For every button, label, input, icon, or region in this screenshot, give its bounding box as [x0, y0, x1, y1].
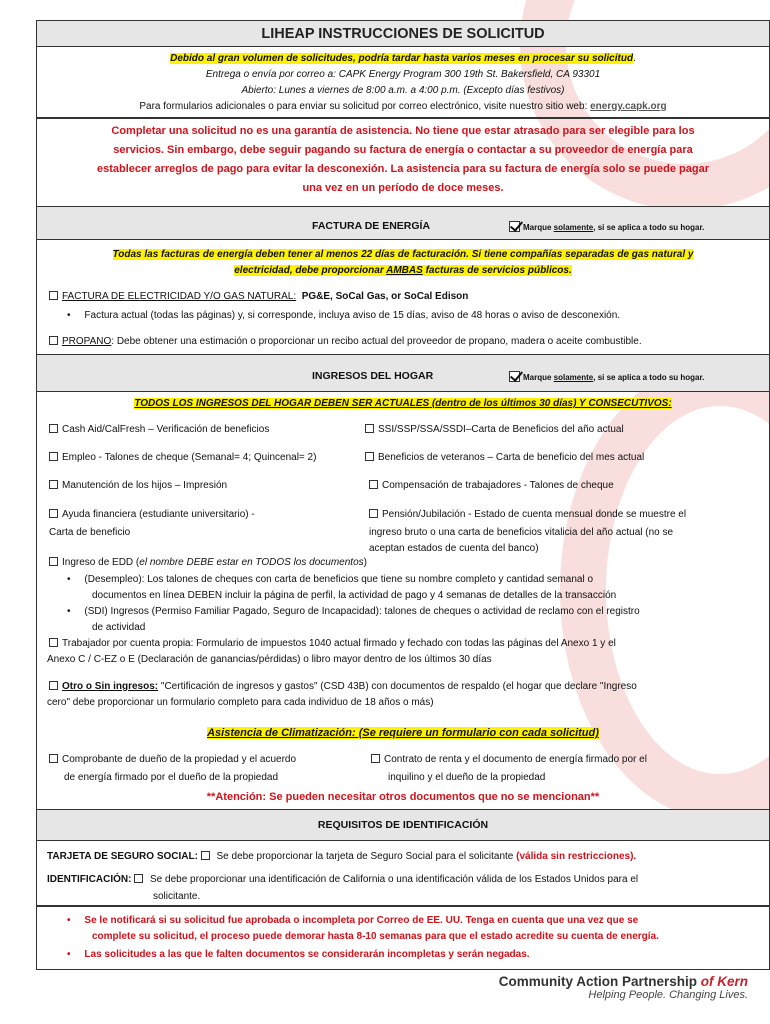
income-pension-cont-1: ingreso bruto o una carta de beneficios vitalicia del año actual (no se [369, 527, 674, 538]
income-check[interactable] [509, 371, 520, 382]
income-veterans [365, 452, 644, 463]
id-checkbox[interactable] [134, 874, 143, 883]
weather-owner-text: Comprobante de dueño de la propiedad y el acuerdo [62, 754, 297, 765]
edd-bullet-1: • (Desempleo): Los talones de cheques con carta de beneficios que tiene su nombre completo y cantidad semanal o [67, 574, 594, 585]
checkbox[interactable] [49, 681, 58, 690]
website-link[interactable]: energy.capk.org [590, 101, 667, 112]
income-financial-aid-cont: Carta de beneficio [49, 527, 131, 538]
income-financial-aid-label: Ayuda financiera (estudiante universitario) - [62, 509, 255, 520]
divider [37, 117, 769, 119]
notification-bullet: • Se le notificará si su solicitud fue aprobada o incompleta por Correo de EE. UU. Tenga en cuenta que una vez que se [67, 915, 639, 926]
income-self-employed [49, 638, 616, 649]
ssn-label: TARJETA DE SEGURO SOCIAL: [47, 851, 198, 862]
income-employment [49, 452, 316, 463]
income-note-must: DEBEN SER ACTUALES [314, 398, 430, 409]
checkbox[interactable] [369, 509, 378, 518]
checkbox[interactable] [49, 638, 58, 647]
energy-bill-check[interactable] [509, 221, 520, 232]
logo-of-kern: of Kern [700, 974, 748, 989]
edd-pre: Ingreso de EDD ( [62, 557, 140, 568]
mark-pre: Marque [523, 373, 554, 382]
propane-label: PROPANO [62, 336, 112, 347]
income-self-employed-cont: Anexo C / C-EZ o E (Declaración de ganancias/pérdidas) o libro mayor dentro de los últimos 30 días [47, 654, 492, 665]
mail-address: Entrega o envía por correo a: CAPK Energy Program 300 19th St. Bakersfield, CA 93301 [205, 69, 601, 80]
income-note-post: (dentro de los últimos 30 días) Y CONSECUTIVOS: [429, 398, 672, 409]
weather-renter-cont: inquilino y el dueño de la propiedad [388, 772, 546, 783]
capk-logo [499, 974, 748, 1001]
instructions-form [36, 20, 770, 970]
edd-post: ) [363, 557, 367, 568]
website-line-text: Para formularios adicionales o para enviar su solicitud por correo electrónico, visite nuestro sitio web: [139, 101, 591, 112]
weather-renter-text: Contrato de renta y el documento de energía firmado por el [384, 754, 647, 765]
energy-bill-title: FACTURA DE ENERGÍA [312, 220, 431, 232]
attention-note: **Atención: Se pueden necesitar otros documentos que no se mencionan** [206, 791, 600, 803]
logo-tagline: Helping People. Changing Lives. [588, 989, 748, 1001]
id-label: IDENTIFICACIÓN: [47, 874, 132, 885]
warning-line-2: servicios. Sin embargo, debe seguir pagando su factura de energía o contactar a su proveedor de energía para [113, 144, 693, 156]
warning-line-1: Completar una solicitud no es una garantía de asistencia. No tiene que estar atrasado para ser elegible para los [111, 125, 695, 137]
mark-only: solamente [553, 373, 594, 382]
logo-main-text: Community Action Partnership [498, 974, 701, 989]
edd-bullet-2-text: (SDI) Ingresos (Permiso Familiar Pagado, Seguro de Incapacidad): talones de cheques o actividad de reclamo con el registro [84, 606, 640, 617]
income-edd [49, 557, 367, 568]
warning-line-4: una vez en un período de doce meses. [302, 182, 504, 194]
logo-wordmark [499, 974, 748, 989]
mark-post: , si se aplica a todo su hogar. [593, 223, 705, 232]
weather-renter [371, 754, 647, 765]
income-header [37, 354, 769, 392]
checkbox[interactable] [365, 424, 374, 433]
id-title: REQUISITOS DE IDENTIFICACIÓN [317, 819, 489, 831]
income-ssi [365, 424, 624, 435]
income-veterans-label: Beneficios de veteranos – Carta de beneficio del mes actual [378, 452, 645, 463]
electric-companies: PG&E, SoCal Gas, or SoCal Edison [301, 291, 469, 302]
propane-item [49, 336, 642, 347]
ssn-requirement [47, 851, 636, 862]
electric-bill-bullet-text: Factura actual (todas las páginas) y, si corresponde, incluya aviso de 15 días, aviso de 48 horas o aviso de desconexión. [84, 310, 621, 321]
edd-bullet-1-text: (Desempleo): Los talones de cheques con carta de beneficios que tiene su nombre completo y cantidad semanal o [84, 574, 594, 585]
income-pension [369, 509, 686, 520]
mark-pre: Marque [523, 223, 554, 232]
propane-checkbox[interactable] [49, 336, 58, 345]
energy-note-line-1 [37, 249, 769, 260]
income-note-pre: TODOS LOS INGRESOS DEL HOGAR [134, 398, 314, 409]
electric-bill-checkbox[interactable] [49, 291, 58, 300]
checkbox[interactable] [369, 480, 378, 489]
self-employed-text: Trabajador por cuenta propia: Formulario de impuestos 1040 actual firmado y fechado con todas las páginas del Anexo 1 y el [62, 638, 616, 649]
income-financial-aid [49, 509, 255, 520]
income-note [37, 398, 769, 409]
processing-notice [37, 53, 769, 64]
income-workers-comp [369, 480, 614, 491]
energy-bill-header [37, 206, 769, 240]
checkbox[interactable] [371, 754, 380, 763]
office-hours: Abierto: Lunes a viernes de 8:00 a.m. a 4:00 p.m. (Excepto días festivos) [241, 85, 565, 96]
income-cash-aid [49, 424, 269, 435]
income-child-support-label: Manutención de los hijos – Impresión [62, 480, 228, 491]
energy-note-both: AMBAS [386, 265, 423, 276]
income-mark-note [509, 371, 704, 382]
notification-bullet-cont: complete su solicitud, el proceso puede demorar hasta 8-10 semanas para que el estado acredite su cuenta de energía. [92, 931, 659, 942]
processing-notice-text: Debido al gran volumen de solicitudes, podría tardar hasta varios meses en procesar su solicitud [170, 53, 634, 64]
id-header [37, 809, 769, 841]
electric-bill-label: FACTURA DE ELECTRICIDAD Y/O GAS NATURAL: [62, 291, 297, 302]
incomplete-text: Las solicitudes a las que le falten documentos se considerarán incompletas y serán negadas. [84, 949, 530, 960]
weather-owner [49, 754, 296, 765]
ssn-text: Se debe proporcionar la tarjeta de Seguro Social para el solicitante [213, 851, 517, 862]
energy-note-post: facturas de servicios públicos. [422, 265, 572, 276]
income-pension-cont-2: aceptan estados de cuenta del banco) [369, 543, 539, 554]
page-title: LIHEAP INSTRUCCIONES DE SOLICITUD [37, 21, 769, 47]
income-employment-label: Empleo - Talones de cheque (Semanal= 4; Quincenal= 2) [62, 452, 317, 463]
income-other [49, 681, 637, 692]
weather-owner-cont: de energía firmado por el dueño de la propiedad [64, 772, 279, 783]
checkbox[interactable] [49, 509, 58, 518]
weatherization-heading-text: Asistencia de Climatización: (Se requiere un formulario con cada solicitud) [207, 727, 599, 739]
electric-bill-bullet: • Factura actual (todas las páginas) y, si corresponde, incluya aviso de 15 días, aviso de 48 horas o aviso de desconexión. [67, 310, 621, 321]
propane-text: : Debe obtener una estimación o proporcionar un recibo actual del proveedor de propano, madera o aceite combustible. [111, 336, 642, 347]
energy-note-text-1: Todas las facturas de energía deben tener al menos 22 días de facturación. Si tiene compañías separadas de gas natural y [112, 249, 694, 260]
checkbox[interactable] [49, 557, 58, 566]
id-requirement [47, 874, 638, 885]
divider [37, 905, 769, 907]
edd-bullet-2-cont: de actividad [92, 622, 146, 633]
income-title: INGRESOS DEL HOGAR [312, 370, 434, 382]
income-child-support [49, 480, 227, 491]
id-text: Se debe proporcionar una identificación de California o una identificación válida de los Estados Unidos para el [147, 874, 639, 885]
income-ssi-label: SSI/SSP/SSA/SSDI–Carta de Beneficios del año actual [378, 424, 624, 435]
income-cash-aid-label: Cash Aid/CalFresh – Verificación de beneficios [62, 424, 270, 435]
edd-bullet-2: • (SDI) Ingresos (Permiso Familiar Pagado, Seguro de Incapacidad): talones de cheques o actividad de reclamo con el registro [67, 606, 640, 617]
website-line [37, 101, 769, 112]
checkbox[interactable] [49, 452, 58, 461]
energy-note-line-2 [37, 265, 769, 276]
id-requirement-cont: solicitante. [153, 891, 201, 902]
incomplete-bullet: • Las solicitudes a las que le falten documentos se considerarán incompletas y serán negadas. [67, 949, 530, 960]
mark-only: solamente [553, 223, 594, 232]
notification-text: Se le notificará si su solicitud fue aprobada o incompleta por Correo de EE. UU. Tenga en cuenta que una vez que se [84, 915, 639, 926]
edd-italic: el nombre DEBE estar en TODOS los documentos [139, 557, 364, 568]
warning-line-3: establecer arreglos de pago para evitar la desconexión. La asistencia para su factura de energía solo se puede pagar [97, 163, 709, 175]
checkbox[interactable] [49, 424, 58, 433]
income-workers-comp-label: Compensación de trabajadores - Talones de cheque [382, 480, 614, 491]
income-other-cont: cero" debe proporcionar un formulario completo para cada individuo de 18 años o más) [47, 697, 434, 708]
mark-post: , si se aplica a todo su hogar. [593, 373, 705, 382]
checkbox[interactable] [49, 480, 58, 489]
checkbox[interactable] [365, 452, 374, 461]
other-income-label: Otro o Sin ingresos: [62, 681, 159, 692]
edd-bullet-1-cont: documentos en línea DEBEN incluir la página de perfil, la actividad de pago y 4 semanas de detalles de la transacción [92, 590, 617, 601]
ssn-checkbox[interactable] [201, 851, 210, 860]
energy-bill-mark-note [509, 221, 704, 232]
other-income-text: "Certificación de ingresos y gastos" (CSD 43B) con documentos de respaldo (el hogar que declare "Ingreso [158, 681, 637, 692]
energy-note-pre: electricidad, debe proporcionar [234, 265, 387, 276]
processing-notice-end: . [633, 53, 636, 64]
ssn-valid-note: (válida sin restricciones). [516, 851, 637, 862]
weatherization-heading [37, 727, 769, 739]
checkbox[interactable] [49, 754, 58, 763]
electric-bill-item [49, 291, 468, 302]
income-pension-label: Pensión/Jubilación - Estado de cuenta mensual donde se muestre el [382, 509, 687, 520]
